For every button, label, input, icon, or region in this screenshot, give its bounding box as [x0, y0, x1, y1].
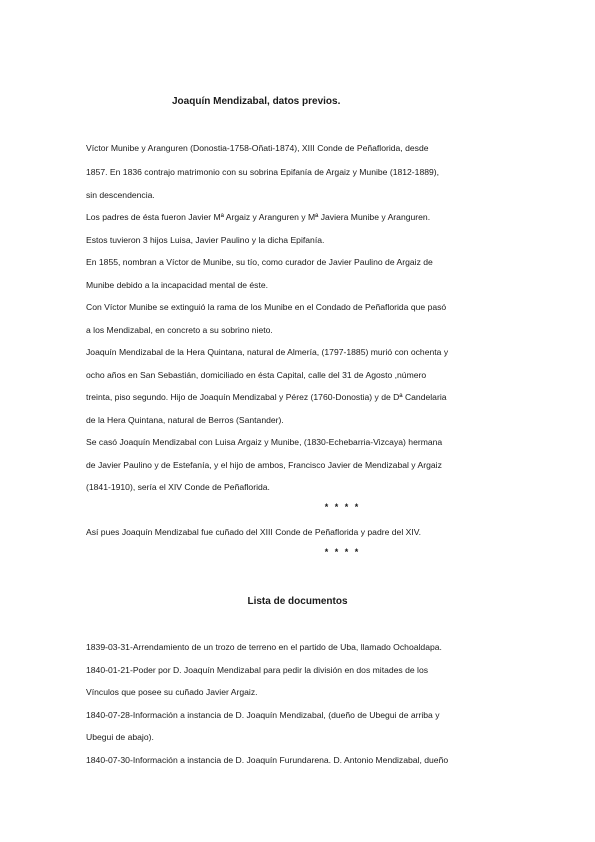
paragraph-line: Joaquín Mendizabal de la Hera Quintana, natural de Almería, (1797-1885) murió con ochenta y — [86, 347, 449, 357]
paragraph-line: 1857. En 1836 contrajo matrimonio con su sobrina Epifanía de Argaiz y Munibe (1812-1889), — [86, 167, 440, 177]
list-line: 1840-07-28-Información a instancia de D. Joaquín Mendizabal, (dueño de Ubegui de arriba y — [86, 710, 440, 720]
document-title: Joaquín Mendizabal, datos previos. — [172, 96, 341, 107]
paragraph-line: treinta, piso segundo. Hijo de Joaquín Mendizabal y Pérez (1760-Donostia) y de Dª Candelaria — [86, 392, 447, 402]
separator-stars: * * * * — [324, 547, 361, 557]
paragraph-line: a los Mendizabal, en concreto a su sobrino nieto. — [86, 325, 273, 335]
paragraph-line: Víctor Munibe y Aranguren (Donostia-1758-Oñati-1874), XIII Conde de Peñaflorida, desde — [86, 143, 429, 153]
paragraph-line: de la Hera Quintana, natural de Berros (Santander). — [86, 415, 284, 425]
list-line: Vínculos que posee su cuñado Javier Argaiz. — [86, 687, 258, 697]
conclusion-line: Así pues Joaquín Mendizabal fue cuñado del XIII Conde de Peñaflorida y padre del XIV. — [86, 527, 422, 537]
paragraph-line: Munibe debido a la incapacidad mental de éste. — [86, 280, 269, 290]
paragraph-line: Con Víctor Munibe se extinguió la rama de los Munibe en el Condado de Peñaflorida que pasó — [86, 302, 447, 312]
paragraph-line: En 1855, nombran a Víctor de Munibe, su tío, como curador de Javier Paulino de Argaiz de — [86, 257, 433, 267]
paragraph-line: Estos tuvieron 3 hijos Luisa, Javier Paulino y la dicha Epifanía. — [86, 235, 325, 245]
paragraph-line: ocho años en San Sebastián, domiciliado en ésta Capital, calle del 31 de Agosto ,número — [86, 370, 427, 380]
paragraph-line: sin descendencia. — [86, 190, 155, 200]
paragraph-line: (1841-1910), sería el XIV Conde de Peñaflorida. — [86, 482, 270, 492]
paragraph-line: Se casó Joaquín Mendizabal con Luisa Argaiz y Munibe, (1830-Echebarria-Vizcaya) hermana — [86, 437, 443, 447]
list-line: 1839-03-31-Arrendamiento de un trozo de terreno en el partido de Uba, llamado Ochoaldapa. — [86, 642, 442, 652]
list-line: Ubegui de abajo). — [86, 732, 154, 742]
paragraph-line: de Javier Paulino y de Estefanía, y el hijo de ambos, Francisco Javier de Mendizabal y Argaiz — [86, 460, 442, 470]
list-line: 1840-07-30-Información a instancia de D. Joaquín Furundarena. D. Antonio Mendizabal, dueño — [86, 755, 449, 765]
list-line: 1840-01-21-Poder por D. Joaquín Mendizabal para pedir la división en dos mitades de los — [86, 665, 429, 675]
paragraph-line: Los padres de ésta fueron Javier Mª Argaiz y Aranguren y Mª Javiera Munibe y Aranguren. — [86, 212, 431, 222]
separator-stars: * * * * — [324, 502, 361, 512]
list-title: Lista de documentos — [247, 596, 348, 607]
